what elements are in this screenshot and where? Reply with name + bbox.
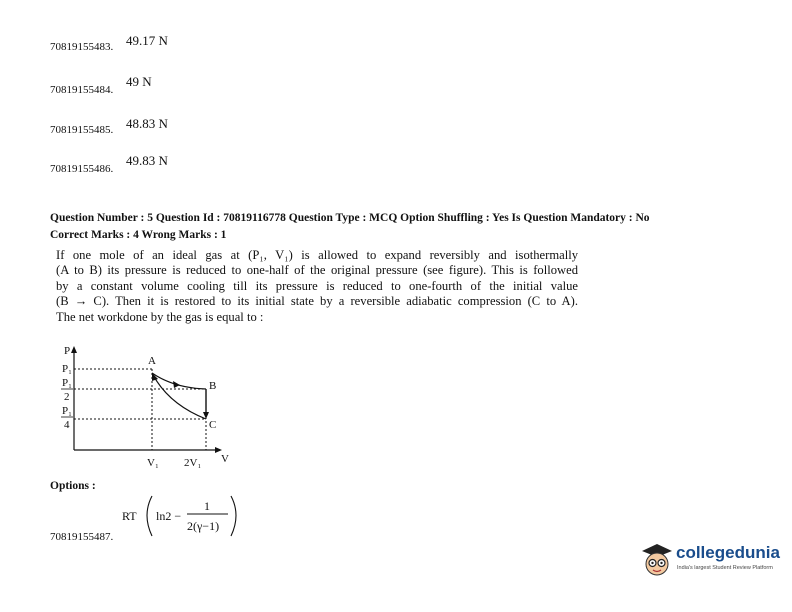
logo-brand: collegedunia [676,543,780,562]
formula-numerator: 1 [204,499,210,513]
option-id-1: 70819155483. [50,41,114,53]
question-text [56,248,578,325]
adiabat-arrow [152,373,158,381]
option-value-4: 49.83 N [126,153,168,168]
option-id-4: 70819155486. [50,163,114,175]
formula-rt: RT [122,509,137,523]
isotherm-arrow [173,381,180,388]
point-b-label: B [209,380,217,392]
collegedunia-logo [640,540,780,580]
x-axis-label: V [221,453,229,465]
p1-half-num: P₁ [62,377,72,389]
p1-label: P₁ [62,363,72,375]
formula-right-paren [231,496,236,536]
marks-header: Correct Marks : 4 Wrong Marks : 1 [50,229,227,241]
p1-quarter-den: 4 [64,419,70,431]
option1-formula [120,490,260,540]
option-value-1: 49.17 N [126,33,168,48]
formula-left-paren [147,496,152,536]
p1-half-den: 2 [64,391,70,403]
y-axis-arrow [71,346,77,353]
v2-label: 2V₁ [184,457,202,469]
question-header: Question Number : 5 Question Id : 70819116778 Question Type : MCQ Option Shuffling : Yes Is Question Mandatory : No [50,212,650,224]
question-line-2: (A to B) its pressure is reduced to one-half of the original pressure (see figure). This is followed [56,263,578,278]
question-line-5: The net workdone by the gas is equal to : [56,309,264,324]
option-id-3: 70819155485. [50,124,114,136]
options-label: Options : [50,480,96,492]
option-id-5: 70819155487. [50,531,114,543]
option-value-2: 49 N [126,74,152,89]
point-c-label: C [209,419,217,431]
question-line-4: (B → C). Then it is restored to its initial state by a reversible adiabatic compression (C to A). [56,294,578,309]
v1-label: V₁ [147,457,159,469]
question-line-3: by a constant volume cooling till its pressure is reduced to one-fourth of the initial value [56,278,578,293]
option-id-2: 70819155484. [50,84,114,96]
question-line-1: If one mole of an ideal gas at (P₁, V₁) is allowed to expand reversibly and isothermally [56,248,578,262]
mascot-icon [640,542,674,578]
formula-ln: ln2 − [156,509,182,523]
formula-denominator: 2(γ−1) [187,519,220,533]
p1-quarter-num: P₁ [62,405,72,417]
point-a-label: A [148,355,156,367]
option-value-3: 48.83 N [126,116,168,131]
logo-tagline: India's largest Student Review Platform [677,565,773,571]
pv-diagram [56,342,236,477]
adiabat-c-a [152,373,206,419]
y-axis-label: P [64,345,71,357]
